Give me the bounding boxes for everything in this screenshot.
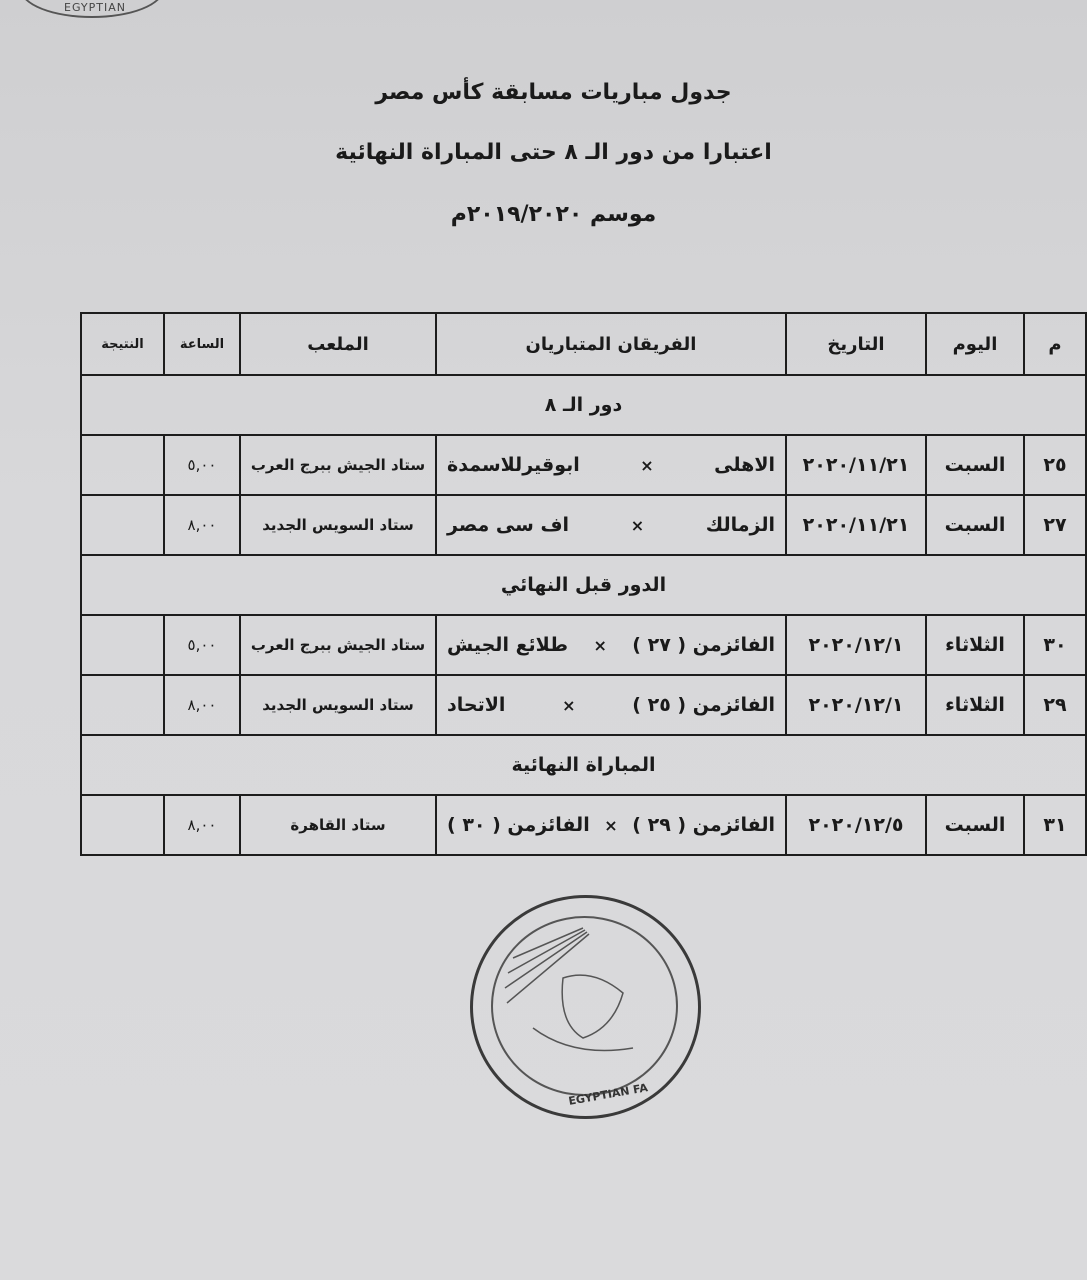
stamp-text: EGYPTIAN FA [567,1081,649,1108]
vs-mark: × [640,455,654,475]
match-venue: ستاد الجيش ببرج العرب [240,615,436,675]
table-row [81,615,1086,675]
match-num: ٢٧ [1024,495,1086,555]
team-2: ابوقيرللاسمدة [447,454,580,476]
team-1: الفائزمن ( ٢٩ ) [632,814,775,836]
vs-mark: × [562,695,576,715]
team-1: الفائزمن ( ٢٥ ) [632,694,775,716]
match-date: ٢٠٢٠/١١/٢١ [786,435,926,495]
match-day: السبت [926,795,1024,855]
round-name: المباراة النهائية [81,735,1086,795]
match-result [81,495,164,555]
team-2: الفائزمن ( ٣٠ ) [447,814,590,836]
col-result: النتيجة [81,313,164,375]
team-2: اف سى مصر [447,514,570,536]
match-time: ٨,٠٠ [164,795,240,855]
match-result [81,675,164,735]
vs-mark: × [593,635,607,655]
match-num: ٢٥ [1024,435,1086,495]
match-day: السبت [926,495,1024,555]
match-day: السبت [926,435,1024,495]
match-date: ٢٠٢٠/١٢/٥ [786,795,926,855]
match-num: ٣١ [1024,795,1086,855]
match-day: الثلاثاء [926,675,1024,735]
vs-mark: × [604,815,618,835]
document-title: جدول مباريات مسابقة كأس مصر [375,80,732,105]
match-result [81,435,164,495]
match-venue: ستاد السويس الجديد [240,675,436,735]
team-1: الاهلى [714,454,775,476]
match-teams [436,795,786,855]
match-teams [436,435,786,495]
match-teams [436,675,786,735]
team-1: الزمالك [705,514,775,536]
document-subtitle: اعتبارا من دور الـ ٨ حتى المباراة النهائية [335,140,772,165]
fixtures-table [80,312,1087,856]
top-seal: EGYPTIAN [20,0,164,18]
match-time: ٥,٠٠ [164,435,240,495]
match-venue: ستاد الجيش ببرج العرب [240,435,436,495]
col-venue: الملعب [240,313,436,375]
round-row [81,555,1086,615]
col-day: اليوم [926,313,1024,375]
match-result [81,615,164,675]
match-num: ٢٩ [1024,675,1086,735]
table-row [81,795,1086,855]
match-time: ٨,٠٠ [164,675,240,735]
match-teams [436,495,786,555]
table-row [81,435,1086,495]
col-teams: الفريقان المتباريان [436,313,786,375]
match-time: ٨,٠٠ [164,495,240,555]
col-num: م [1024,313,1086,375]
match-date: ٢٠٢٠/١٢/١ [786,675,926,735]
stamp-emblem-icon [473,898,698,1116]
table-header-row [81,313,1086,375]
match-time: ٥,٠٠ [164,615,240,675]
match-teams [436,615,786,675]
match-day: الثلاثاء [926,615,1024,675]
federation-stamp [470,895,701,1119]
team-2: الاتحاد [447,694,506,716]
round-name: الدور قبل النهائي [81,555,1086,615]
round-name: دور الـ ٨ [81,375,1086,435]
round-row [81,735,1086,795]
vs-mark: × [630,515,645,535]
table-row [81,675,1086,735]
col-date: التاريخ [786,313,926,375]
round-row [81,375,1086,435]
match-num: ٣٠ [1024,615,1086,675]
match-date: ٢٠٢٠/١١/٢١ [786,495,926,555]
team-1: الفائزمن ( ٢٧ ) [632,634,775,656]
match-venue: ستاد السويس الجديد [240,495,436,555]
match-date: ٢٠٢٠/١٢/١ [786,615,926,675]
table-row [81,495,1086,555]
match-result [81,795,164,855]
col-time: الساعة [164,313,240,375]
season-label: موسم ٢٠١٩/٢٠٢٠م [450,202,657,227]
team-2: طلائع الجيش [447,634,569,656]
match-venue: ستاد القاهرة [240,795,436,855]
